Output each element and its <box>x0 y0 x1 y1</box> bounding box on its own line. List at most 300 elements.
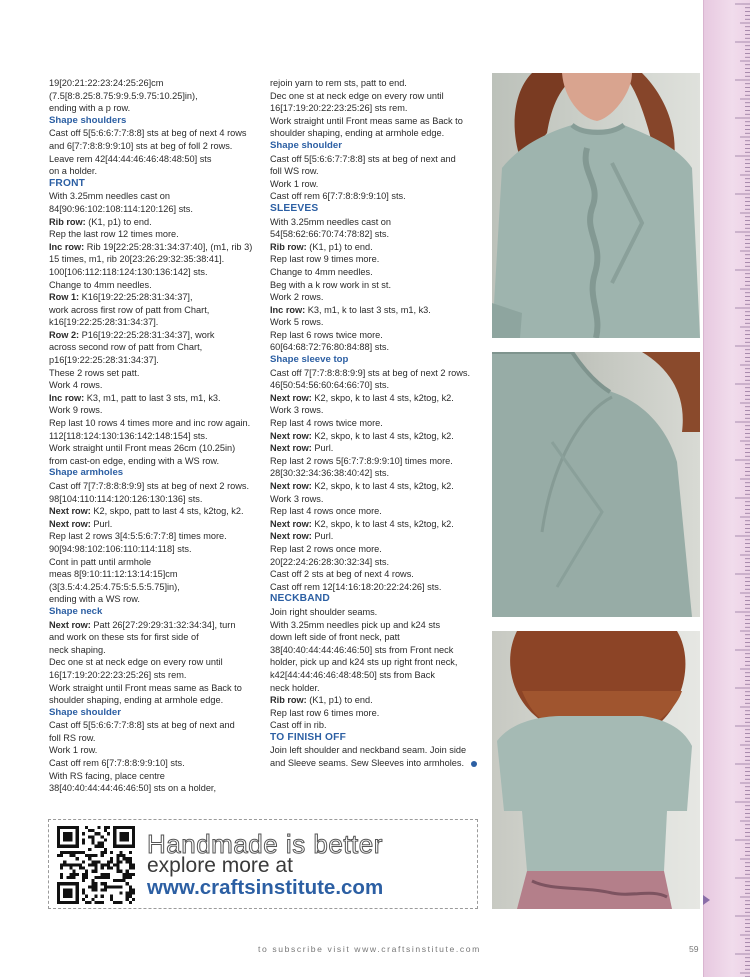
pattern-line: 46[50:54:56:60:64:66:70] sts. <box>270 380 390 391</box>
pattern-line: 38[40:40:44:44:46:46:50] sts on a holder, <box>49 783 217 794</box>
qr-module <box>116 860 119 863</box>
pattern-line: Work 1 row. <box>270 178 319 189</box>
pattern-line: Cast off 7[7:7:8:8:8:9:9] sts at beg of next 2 rows. <box>270 367 471 378</box>
qr-module <box>60 873 63 876</box>
pattern-line: Work 3 rows. <box>270 405 324 416</box>
qr-module <box>91 854 94 857</box>
qr-module <box>73 870 76 873</box>
qr-module <box>94 895 97 898</box>
qr-module <box>63 851 66 854</box>
qr-module <box>129 876 132 879</box>
pattern-line: foll RS row. <box>49 732 96 743</box>
qr-module <box>88 829 91 832</box>
qr-module <box>85 826 88 829</box>
pattern-line: Rep last 6 rows twice more. <box>270 329 383 340</box>
qr-module <box>66 863 69 866</box>
front-text-c <box>49 253 261 291</box>
pattern-line: 38[40:40:44:44:46:46:50] sts from Front neck <box>270 644 454 655</box>
sleeve-top-text-d <box>270 455 482 480</box>
qr-module <box>82 898 85 901</box>
qr-module <box>69 863 72 866</box>
qr-module <box>126 895 129 898</box>
qr-module <box>126 892 129 895</box>
qr-module <box>73 854 76 857</box>
qr-module <box>107 873 110 876</box>
top-text-a <box>270 77 482 140</box>
qr-module <box>132 863 135 866</box>
pattern-line: 60[64:68:72:76:80:84:88] sts. <box>270 342 390 353</box>
pattern-line: shoulder shaping, ending at armhole edge. <box>270 128 445 139</box>
qr-module <box>116 885 119 888</box>
qr-module <box>98 901 101 904</box>
pattern-line: Rep last 2 rows once more. <box>270 543 382 554</box>
intro-lines <box>49 77 261 115</box>
pattern-column-2 <box>270 77 482 770</box>
qr-module <box>101 835 104 838</box>
qr-module <box>57 854 60 857</box>
qr-module <box>113 863 116 866</box>
neck-text-a <box>49 631 261 707</box>
qr-module <box>101 851 104 854</box>
qr-module <box>110 885 113 888</box>
qr-module <box>132 873 135 876</box>
qr-module <box>101 901 104 904</box>
qr-module <box>88 863 91 866</box>
qr-module <box>107 826 110 829</box>
qr-module <box>66 876 69 879</box>
qr-module <box>60 867 63 870</box>
pattern-column-1 <box>49 77 261 795</box>
pattern-line: With 3.25mm needles cast on <box>49 191 171 202</box>
qr-module <box>110 867 113 870</box>
qr-module <box>110 860 113 863</box>
sleeve-top-text-c <box>270 404 482 429</box>
qr-module <box>66 851 69 854</box>
qr-module <box>116 870 119 873</box>
qr-module <box>79 867 82 870</box>
pattern-line: 100[106:112:118:124:130:136:142] sts. <box>49 266 208 277</box>
qr-module <box>88 885 91 888</box>
photo-back-view <box>492 631 700 909</box>
pattern-line: Work 3 rows. <box>270 493 324 504</box>
qr-module <box>126 873 129 876</box>
qr-code-icon[interactable] <box>57 826 135 904</box>
inc-row: Inc row: Rib 19[22:25:28:31:34:37:40], (m1, rib 3) <box>49 241 253 252</box>
qr-module <box>91 860 94 863</box>
qr-module <box>116 857 119 860</box>
row-2: Row 2: P16[19:22:25:28:31:34:37], work <box>49 329 215 340</box>
pattern-line: (3[3.5:4:4.25:4.75:5:5.5:5.75]in), <box>49 581 180 592</box>
qr-module <box>101 842 104 845</box>
qr-module <box>76 863 79 866</box>
promo-box[interactable] <box>48 819 478 909</box>
qr-module <box>101 854 104 857</box>
qr-module <box>82 867 85 870</box>
pattern-line: Cast off 5[5:6:6:7:7:8:8] sts at beg of next and <box>270 153 456 164</box>
qr-module <box>104 885 107 888</box>
qr-module <box>88 901 91 904</box>
pattern-line: Work 1 row. <box>49 745 98 756</box>
qr-module <box>104 838 107 841</box>
pattern-line: Work straight until Front meas 26cm (10.25in) <box>49 443 236 454</box>
rib-row: Rib row: (K1, p1) to end. <box>49 216 152 227</box>
pattern-line: 84[90:96:102:108:114:120:126] sts. <box>49 203 193 214</box>
shape-armholes-heading: Shape armholes <box>49 467 124 479</box>
pattern-line: Rep last 4 rows twice more. <box>270 418 383 429</box>
qr-module <box>101 888 104 891</box>
qr-module <box>94 901 97 904</box>
qr-module <box>76 873 79 876</box>
pattern-line: 98[104:110:114:120:126:130:136] sts. <box>49 493 203 504</box>
qr-module <box>94 885 97 888</box>
qr-module <box>110 898 113 901</box>
qr-module <box>73 876 76 879</box>
pattern-line: 90[94:98:102:106:110:114:118] sts. <box>49 543 192 554</box>
front-text-a <box>49 190 261 215</box>
qr-module <box>116 863 119 866</box>
pattern-line: k42[44:44:46:46:48:48:50] sts from Back <box>270 669 435 680</box>
qr-module <box>88 854 91 857</box>
qr-module <box>60 854 63 857</box>
qr-module <box>69 876 72 879</box>
neck-next-row: Next row: Patt 26[27:29:29:31:32:34:34], turn <box>49 619 236 630</box>
qr-module <box>91 835 94 838</box>
page-number: 59 <box>689 944 699 954</box>
measuring-ruler <box>703 0 750 977</box>
qr-module <box>98 842 101 845</box>
qr-module <box>132 898 135 901</box>
qr-module <box>119 854 122 857</box>
pattern-line: Rep last 2 rows 3[4:5:5:6:7:7:8] times more. <box>49 531 227 542</box>
pattern-line: With 3.25mm needles pick up and k24 sts <box>270 619 441 630</box>
qr-module <box>63 860 66 863</box>
qr-module <box>101 845 104 848</box>
qr-module <box>123 873 126 876</box>
qr-module <box>101 876 104 879</box>
pattern-line: Rep last row 9 times more. <box>270 254 380 265</box>
front-text-f <box>49 404 261 467</box>
qr-module <box>126 898 129 901</box>
qr-module <box>82 832 85 835</box>
qr-module <box>123 876 126 879</box>
qr-module <box>126 857 129 860</box>
qr-module <box>94 845 97 848</box>
qr-module <box>82 892 85 895</box>
qr-module <box>82 876 85 879</box>
pattern-line: Work 4 rows. <box>49 380 103 391</box>
qr-module <box>94 870 97 873</box>
qr-module <box>94 888 97 891</box>
qr-module <box>104 829 107 832</box>
pattern-line: Cast off in rib. <box>270 720 327 731</box>
qr-module <box>91 870 94 873</box>
qr-module <box>119 901 122 904</box>
pattern-line: Dec one st at neck edge on every row until <box>49 657 223 668</box>
sleeve-next-row-5: Next row: K2, skpo, k to last 4 sts, k2tog, k2. <box>270 518 454 529</box>
qr-module <box>129 857 132 860</box>
pattern-line: on a holder. <box>49 166 98 177</box>
qr-module <box>129 901 132 904</box>
qr-module <box>101 895 104 898</box>
sleeve-next-row-3: Next row: Purl. <box>270 443 334 454</box>
qr-module <box>119 879 122 882</box>
qr-module <box>69 867 72 870</box>
qr-module <box>132 892 135 895</box>
qr-module <box>69 854 72 857</box>
qr-module <box>91 885 94 888</box>
qr-module <box>91 898 94 901</box>
shoulder-text-b <box>270 153 482 203</box>
qr-module <box>104 882 107 885</box>
sleeve-next-row-2: Next row: K2, skpo, k to last 4 sts, k2tog, k2. <box>270 430 454 441</box>
qr-module <box>79 851 82 854</box>
qr-module <box>129 851 132 854</box>
qr-module <box>129 867 132 870</box>
pattern-line: Work straight until Front meas same as Back to <box>270 115 463 126</box>
qr-module <box>88 848 91 851</box>
qr-module <box>132 867 135 870</box>
qr-module <box>73 851 76 854</box>
pattern-line: Leave rem 42[44:44:46:46:48:48:50] sts <box>49 153 212 164</box>
sleeve-next-row-1: Next row: K2, skpo, k to last 4 sts, k2tog, k2. <box>270 392 454 403</box>
pattern-line: meas 8[9:10:11:12:13:14:15]cm <box>49 569 178 580</box>
sleeves-heading: SLEEVES <box>270 202 319 214</box>
qr-module <box>85 854 88 857</box>
qr-module <box>104 876 107 879</box>
sleeve-top-heading: Shape sleeve top <box>270 354 349 366</box>
qr-module <box>98 860 101 863</box>
qr-module <box>91 863 94 866</box>
qr-module <box>94 882 97 885</box>
pattern-line: neck shaping. <box>49 644 106 655</box>
pattern-line: Cast off 7[7:7:8:8:8:9:9] sts at beg of next 2 rows. <box>49 481 250 491</box>
pattern-line: Join left shoulder and neckband seam. Join side <box>270 745 467 756</box>
pattern-line: Dec one st at neck edge on every row until <box>270 90 444 101</box>
qr-module <box>63 888 72 897</box>
qr-module <box>107 832 110 835</box>
qr-module <box>107 885 110 888</box>
pattern-line: Work 9 rows. <box>49 405 103 416</box>
qr-module <box>104 873 107 876</box>
qr-module <box>107 867 110 870</box>
pattern-line: Rep the last row 12 times more. <box>49 229 179 240</box>
promo-website-link[interactable]: www.craftsinstitute.com <box>147 876 384 899</box>
front-text-b <box>49 228 261 241</box>
qr-module <box>69 873 72 876</box>
qr-module <box>123 857 126 860</box>
qr-module <box>88 835 91 838</box>
neckband-text-b <box>270 707 482 732</box>
qr-module <box>82 851 85 854</box>
pattern-line: Rep last 4 rows once more. <box>270 506 382 517</box>
qr-module <box>94 867 97 870</box>
pattern-line: (7.5[8:8.25:8.75:9:9.5:9.75:10.25]in), <box>49 90 198 101</box>
footer-subscribe-text: to subscribe visit www.craftsinstitute.com <box>258 944 481 954</box>
sleeve-next-row-4: Next row: K2, skpo, k to last 4 sts, k2tog, k2. <box>270 481 454 491</box>
pattern-line: 54[58:62:66:70:74:78:82] sts. <box>270 229 390 240</box>
qr-module <box>60 851 63 854</box>
qr-module <box>82 873 85 876</box>
qr-module <box>119 860 122 863</box>
neckband-rib-row: Rib row: (K1, p1) to end. <box>270 695 373 706</box>
qr-module <box>73 863 76 866</box>
qr-module <box>91 888 94 891</box>
finish-text <box>270 744 482 769</box>
pattern-line: Cast off 2 sts at beg of next 4 rows. <box>270 569 414 580</box>
qr-module <box>119 885 122 888</box>
qr-module <box>129 888 132 891</box>
qr-module <box>85 895 88 898</box>
pattern-line: Cast off rem 6[7:7:8:8:9:9:10] sts. <box>49 758 185 769</box>
pattern-line: With RS facing, place centre <box>49 770 165 781</box>
pattern-line: rejoin yarn to rem sts, patt to end. <box>270 78 407 88</box>
front-text-e <box>49 341 261 391</box>
pattern-line: Rep last 2 rows 5[6:7:7:8:9:9:10] times more. <box>270 455 453 466</box>
pattern-line: 15 times, m1, rib 20[23:26:29:32:35:38:41]. <box>49 254 225 265</box>
qr-module <box>91 838 94 841</box>
pattern-line: Join right shoulder seams. <box>270 606 378 617</box>
pattern-line: from cast-on edge, ending with a WS row. <box>49 455 220 466</box>
shape-neck-heading: Shape neck <box>49 605 103 617</box>
finish-heading: TO FINISH OFF <box>270 731 346 743</box>
pattern-line: Cont in patt until armhole <box>49 556 152 567</box>
next-row: Next row: K2, skpo, patt to last 4 sts, k2tog, k2. <box>49 506 244 517</box>
qr-module <box>123 879 126 882</box>
qr-module <box>116 867 119 870</box>
qr-module <box>129 892 132 895</box>
photo-front-view <box>492 73 700 338</box>
qr-module <box>107 876 110 879</box>
sleeve-top-text-b <box>270 367 482 392</box>
qr-module <box>126 870 129 873</box>
inc-row-2: Inc row: K3, m1, patt to last 3 sts, m1, k3. <box>49 392 221 403</box>
qr-module <box>98 876 101 879</box>
qr-module <box>129 895 132 898</box>
shape-shoulders-text <box>49 127 261 177</box>
qr-module <box>85 870 88 873</box>
qr-module <box>76 851 79 854</box>
qr-module <box>82 842 85 845</box>
armholes-text-b <box>49 530 261 606</box>
promo-subline: explore more at <box>147 854 293 877</box>
shape-shoulders-heading: Shape shoulders <box>49 114 127 126</box>
armholes-text-a <box>49 480 261 505</box>
qr-module <box>98 826 101 829</box>
pattern-line: ending with a p row. <box>49 103 131 114</box>
qr-module <box>119 851 122 854</box>
pattern-line: shoulder shaping, ending at armhole edge. <box>49 695 224 706</box>
qr-module <box>60 876 63 879</box>
pattern-line: Cast off rem 6[7:7:8:8:9:9:10] sts. <box>270 191 406 202</box>
qr-module <box>98 845 101 848</box>
promo-tagline: Handmade is better <box>147 829 383 859</box>
qr-module <box>119 870 122 873</box>
qr-module <box>129 860 132 863</box>
pattern-line: 16[17:19:20:22:23:25:26] sts rem. <box>270 103 408 114</box>
pattern-line: Beg with a k row work in st st. <box>270 279 392 290</box>
qr-module <box>88 857 91 860</box>
sleeve-next-row-6: Next row: Purl. <box>270 531 334 542</box>
qr-module <box>129 885 132 888</box>
qr-module <box>104 851 107 854</box>
qr-module <box>116 901 119 904</box>
pattern-line: foll WS row. <box>270 166 319 177</box>
qr-module <box>76 857 79 860</box>
qr-module <box>113 885 116 888</box>
qr-module <box>79 863 82 866</box>
qr-module <box>123 854 126 857</box>
qr-module <box>101 867 104 870</box>
shape-shoulder-heading: Shape shoulder <box>49 706 121 718</box>
qr-module <box>91 882 94 885</box>
neckband-text-a <box>270 606 482 694</box>
qr-module <box>94 863 97 866</box>
pattern-line: Work 2 rows. <box>270 292 324 303</box>
qr-module <box>132 888 135 891</box>
qr-module <box>129 873 132 876</box>
sleeves-text-c <box>270 316 482 354</box>
qr-module <box>85 901 88 904</box>
pattern-line: and 6[7:7:8:8:9:9:10] sts at beg of foll 2 rows. <box>49 140 233 151</box>
pattern-line: ending with a WS row. <box>49 594 140 605</box>
qr-module <box>104 848 107 851</box>
qr-module <box>110 851 113 854</box>
qr-module <box>101 873 104 876</box>
ruler-pointer-icon <box>703 895 710 905</box>
pattern-line: Work 5 rows. <box>270 317 324 328</box>
ruler-ticks <box>704 0 750 977</box>
pattern-line: 16[17:19:20:22:23:25:26] sts rem. <box>49 669 187 680</box>
qr-module <box>129 863 132 866</box>
row-1: Row 1: K16[19:22:25:28:31:34:37], <box>49 292 193 303</box>
pattern-line: 28[30:32:34:36:38:40:42] sts. <box>270 468 390 479</box>
qr-module <box>107 863 110 866</box>
qr-module <box>110 895 113 898</box>
front-text-d <box>49 304 261 329</box>
qr-module <box>113 879 116 882</box>
sleeves-text-a <box>270 216 482 241</box>
sleeve-top-text-e <box>270 493 482 518</box>
qr-module <box>116 854 119 857</box>
qr-module <box>82 888 85 891</box>
pattern-line: Change to 4mm needles. <box>270 266 373 277</box>
qr-module <box>107 860 110 863</box>
pattern-line: work across first row of patt from Chart, <box>49 304 210 315</box>
qr-module <box>63 863 66 866</box>
qr-module <box>82 838 85 841</box>
qr-module <box>126 882 129 885</box>
qr-module <box>116 879 119 882</box>
qr-module <box>101 882 104 885</box>
qr-module <box>94 860 97 863</box>
photo-shoulder-detail <box>492 352 700 617</box>
qr-module <box>113 901 116 904</box>
pattern-line: Rep last row 6 times more. <box>270 707 380 718</box>
pattern-line: and work on these sts for first side of <box>49 632 199 643</box>
qr-module <box>126 876 129 879</box>
shape-shoulder-heading-2: Shape shoulder <box>270 139 342 151</box>
pattern-line: Rep last 10 rows 4 times more and inc row again. <box>49 418 251 429</box>
sleeve-top-text-f <box>270 543 482 593</box>
qr-module <box>91 879 94 882</box>
qr-module <box>94 832 97 835</box>
qr-module <box>98 832 101 835</box>
end-marker-icon <box>471 761 477 767</box>
qr-module <box>82 879 85 882</box>
pattern-line: k16[19:22:25:28:31:34:37]. <box>49 317 159 328</box>
qr-module <box>85 876 88 879</box>
qr-module <box>104 888 107 891</box>
